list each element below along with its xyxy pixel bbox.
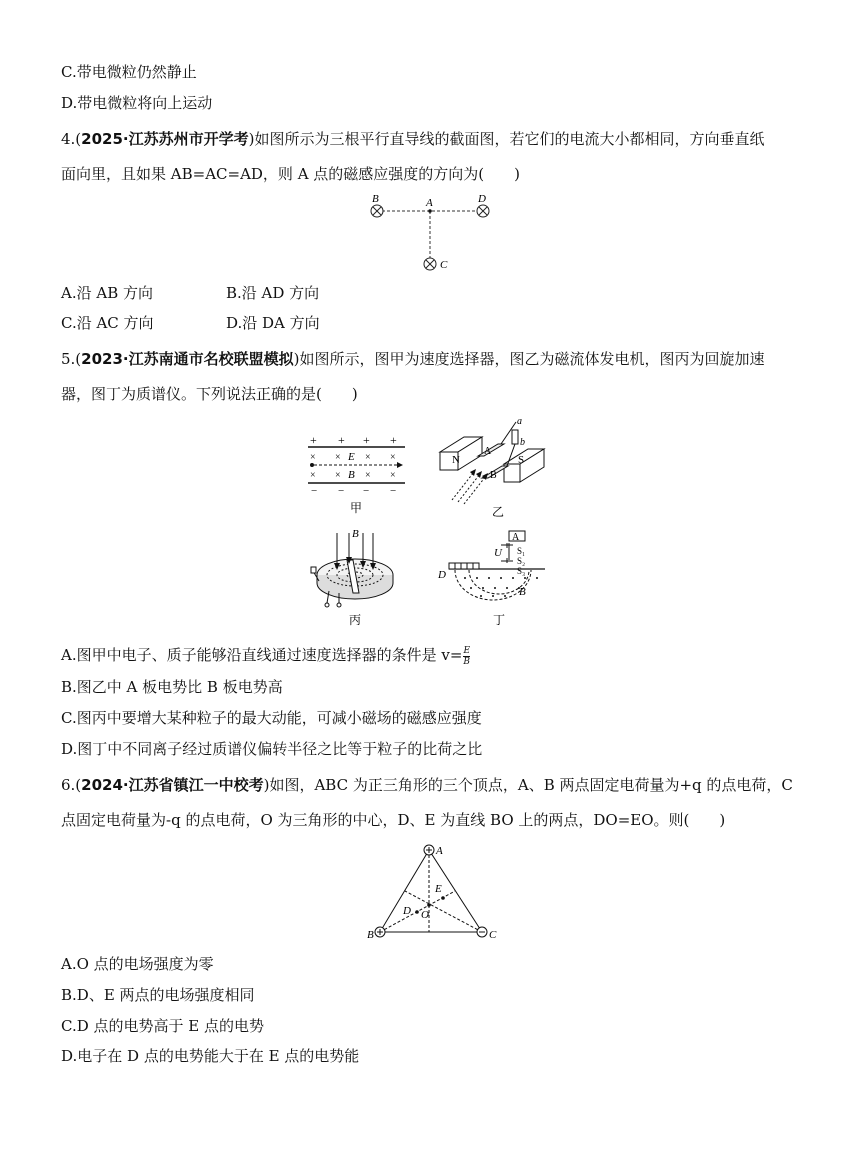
- q5-ding-label-b: B: [519, 586, 526, 598]
- q5-option-d: D.图丁中不同离子经过质谱仪偏转半径之比等于粒子的比荷之比: [61, 740, 483, 758]
- q4-option-c: C.沿 AC 方向: [61, 314, 154, 332]
- q5-yi-label-a-small: a: [517, 416, 522, 427]
- positive-charge-a-icon: [424, 845, 434, 855]
- q6-stem-text: )如图，ABC 为正三角形的三个顶点，A、B 两点固定电荷量为+q 的点电荷，C: [263, 776, 793, 794]
- q5-figure-jia: [305, 430, 415, 520]
- q6-option-d: D.电子在 D 点的电势能大于在 E 点的电势能: [61, 1047, 360, 1065]
- q4-option-b: B.沿 AD 方向: [226, 284, 320, 302]
- q5-figure-yi: [432, 412, 552, 522]
- q5-jia-label-e: E: [348, 451, 355, 463]
- q3-option-c: C.带电微粒仍然静止: [61, 63, 197, 81]
- q5-yi-label-b-small: b: [520, 437, 525, 448]
- q5-yi-caption: 乙: [492, 505, 505, 519]
- svg-text:−: −: [311, 485, 318, 497]
- q6-label-c: C: [489, 929, 497, 941]
- svg-text:+: +: [310, 433, 317, 447]
- q5-ding-label-a: A: [512, 532, 520, 543]
- svg-text:×: ×: [365, 470, 371, 481]
- q6-number: 6.(: [61, 776, 82, 794]
- svg-text:−: −: [338, 485, 345, 497]
- svg-text:×: ×: [390, 452, 396, 463]
- svg-text:+: +: [390, 433, 397, 447]
- q6-stem-line1: [61, 775, 793, 795]
- svg-text:−: −: [390, 485, 397, 497]
- q5-yi-label-b: B: [490, 470, 497, 481]
- q6-label-b: B: [367, 929, 374, 941]
- q5-ding-label-u: U: [494, 547, 502, 559]
- q5-jia-label-b: B: [348, 469, 355, 481]
- q5-ding-label-s2: S₂: [517, 556, 526, 566]
- q6-option-c: C.D 点的电势高于 E 点的电势: [61, 1017, 264, 1035]
- fraction-numerator: E: [463, 645, 471, 656]
- q4-label-a: A: [426, 197, 433, 209]
- q5-option-a-text: A.图甲中电子、质子能够沿直线通过速度选择器的条件是 v=: [61, 646, 463, 664]
- q5-option-c: C.图丙中要增大某种粒子的最大动能，可减小磁场的磁感应强度: [61, 709, 482, 727]
- q4-label-b: B: [372, 193, 379, 205]
- wire-c-cross-icon: [424, 258, 436, 270]
- q6-label-d: D: [403, 905, 411, 917]
- svg-text:×: ×: [335, 470, 341, 481]
- q5-bing-caption: 丙: [349, 613, 362, 627]
- svg-text:−: −: [363, 485, 370, 497]
- q6-source: 2024·江苏省镇江一中校考: [81, 776, 264, 794]
- q5-ding-label-s1: S₁: [517, 546, 526, 556]
- q5-ding-caption: 丁: [493, 613, 506, 627]
- q6-option-a: A.O 点的电场强度为零: [61, 955, 214, 973]
- q5-stem-line1: [61, 349, 764, 369]
- wire-b-cross-icon: [371, 205, 383, 217]
- q6-label-o: O: [421, 909, 429, 921]
- negative-charge-c-icon: [477, 927, 487, 937]
- q5-option-a: [61, 645, 470, 667]
- q5-option-b: B.图乙中 A 板电势比 B 板电势高: [61, 678, 283, 696]
- q5-yi-label-n: N: [452, 454, 460, 466]
- q5-bing-label-b: B: [352, 528, 359, 540]
- q5-option-a-fraction: [463, 646, 470, 667]
- svg-text:×: ×: [335, 452, 341, 463]
- q6-stem-line2: 点固定电荷量为-q 的点电荷，O 为三角形的中心，D、E 为直线 BO 上的两点，DO=EO。则( ): [61, 811, 726, 829]
- q4-label-d: D: [478, 193, 486, 205]
- q4-stem-line1: [61, 129, 764, 149]
- svg-text:×: ×: [310, 470, 316, 481]
- svg-text:+: +: [338, 433, 345, 447]
- q4-option-a: A.沿 AB 方向: [61, 284, 153, 302]
- q5-ding-label-d: D: [438, 569, 446, 581]
- svg-text:×: ×: [310, 452, 316, 463]
- wire-d-cross-icon: [477, 205, 489, 217]
- q4-figure: [360, 192, 510, 282]
- q6-label-e: E: [435, 883, 442, 895]
- svg-text:×: ×: [365, 452, 371, 463]
- q5-yi-label-a: A: [484, 446, 492, 457]
- fraction-denominator: B: [463, 656, 471, 667]
- q3-option-d: D.带电微粒将向上运动: [61, 94, 213, 112]
- q4-options-row1: [61, 283, 319, 303]
- q6-figure: [363, 840, 503, 945]
- q5-figure-bing: [305, 527, 405, 627]
- q5-ding-label-s3: S₃: [517, 566, 526, 576]
- q4-stem-line2: 面向里，且如果 AB=AC=AD，则 A 点的磁感应强度的方向为( ): [61, 165, 521, 183]
- q6-label-a: A: [436, 845, 443, 857]
- q4-options-row2: [61, 313, 320, 333]
- svg-text:×: ×: [390, 470, 396, 481]
- q5-stem-line2: 器，图丁为质谱仪。下列说法正确的是( ): [61, 385, 358, 403]
- q5-figure-ding: [435, 528, 555, 628]
- q4-option-d: D.沿 DA 方向: [226, 314, 320, 332]
- svg-text:+: +: [363, 433, 370, 447]
- q5-stem-text: )如图所示，图甲为速度选择器，图乙为磁流体发电机，图丙为回旋加速: [293, 350, 765, 368]
- q4-label-c: C: [440, 259, 448, 271]
- q6-option-b: B.D、E 两点的电场强度相同: [61, 986, 255, 1004]
- q4-source: 2025·江苏苏州市开学考: [81, 130, 249, 148]
- q5-number: 5.(: [61, 350, 82, 368]
- q5-yi-label-s: S: [518, 454, 525, 466]
- positive-charge-b-icon: [375, 927, 385, 937]
- q4-stem-text: )如图所示为三根平行直导线的截面图，若它们的电流大小都相同，方向垂直纸: [248, 130, 765, 148]
- q4-number: 4.(: [61, 130, 82, 148]
- q5-jia-caption: 甲: [350, 501, 363, 515]
- q5-source: 2023·江苏南通市名校联盟模拟: [81, 350, 294, 368]
